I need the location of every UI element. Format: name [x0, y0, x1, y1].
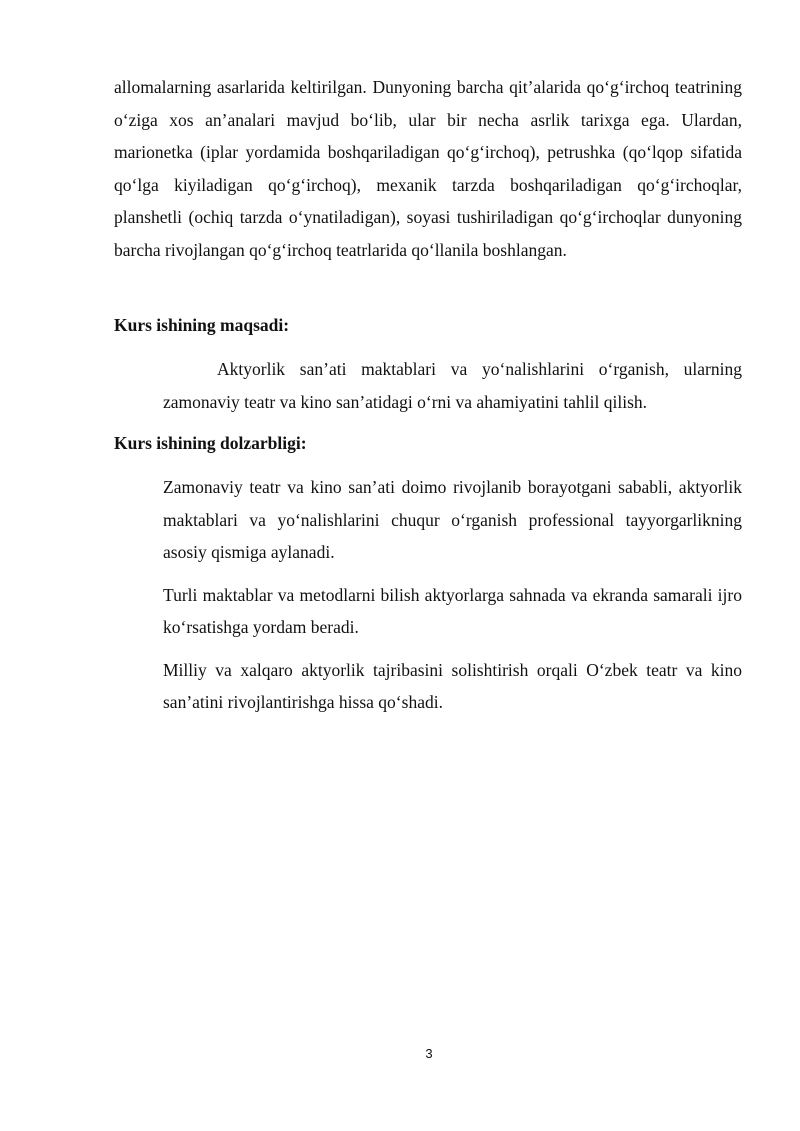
page-number: 3	[425, 1046, 433, 1061]
relevance-heading: Kurs ishining dolzarbligi:	[114, 433, 307, 453]
goal-heading: Kurs ishining maqsadi:	[114, 315, 290, 335]
goal-paragraph: Aktyorlik san’ati maktablari va yo‘nalishlarini o‘rganish, ularning zamonaviy teatr va kino san’atidagi o‘rni va ahamiyatini tahlil qilish.	[163, 359, 742, 412]
relevance-item: Turli maktablar va metodlarni bilish aktyorlarga sahnada va ekranda samarali ijro ko‘rsatishga yordam beradi.	[163, 584, 742, 637]
relevance-item: Milliy va xalqaro aktyorlik tajribasini solishtirish orqali O‘zbek teatr va kino san’atini rivojlantirishga hissa qo‘shadi.	[163, 659, 742, 712]
relevance-item: Zamonaviy teatr va kino san’ati doimo rivojlanib borayotgani sababli, aktyorlik maktablari va yo‘nalishlarini chuqur o‘rganish professional tayyorgarlikning asosiy qismiga aylanadi.	[163, 477, 742, 562]
intro-paragraph: allomalarning asarlarida keltirilgan. Dunyoning barcha qit’alarida qo‘g‘irchoq teatrining o‘ziga xos an’analari mavjud bo‘lib, ular bir necha asrlik tarixga ega. Ulardan, marionetka (iplar yordamida boshqariladigan qo‘g‘irchoq), petrushka (qo‘lqop sifatida qo‘lga kiyiladigan qo‘g‘irchoq), mexanik tarzda boshqariladigan qo‘g‘irchoqlar, planshetli (ochiq tarzda o‘ynatiladigan), soyasi tushiriladigan qo‘g‘irchoqlar dunyoning barcha rivojlangan qo‘g‘irchoq teatrlarida qo‘llanila boshlangan.	[114, 77, 742, 260]
relevance-list	[163, 471, 742, 729]
